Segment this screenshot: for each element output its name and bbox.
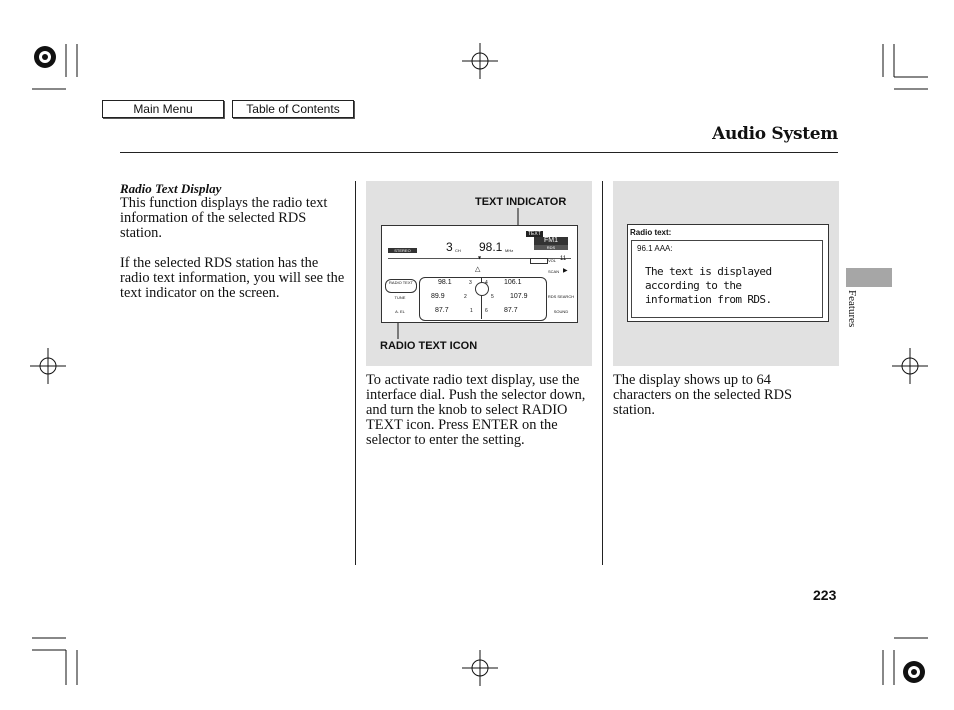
text-indicator-callout: TEXT INDICATOR: [475, 196, 567, 208]
band-indicator: FM1: [534, 237, 568, 245]
cursor-arrow-icon: ▼: [478, 255, 482, 260]
channel-label: CH: [455, 248, 461, 253]
section-tab-label: Features: [846, 290, 858, 328]
preset-2-num: 2: [464, 294, 467, 300]
preset-2-freq[interactable]: 89.9: [431, 293, 445, 300]
al-button[interactable]: A. EL: [395, 309, 405, 314]
preset-1-num: 1: [470, 308, 473, 314]
preset-3-freq[interactable]: 98.1: [438, 279, 452, 286]
preset-1-freq[interactable]: 87.7: [435, 307, 449, 314]
frequency-value: 98.1: [479, 240, 503, 254]
preset-5-freq[interactable]: 107.9: [510, 293, 528, 300]
rds-search-button[interactable]: RDS SEARCH: [547, 294, 575, 299]
figure2-caption: The display shows up to 64 characters on the selected RDS station.: [613, 372, 793, 418]
radio-text-line-2: according to the: [645, 279, 742, 292]
page-title: Audio System: [712, 124, 838, 144]
scan-label: SCAN: [548, 269, 560, 274]
section-heading: Radio Text Display: [120, 181, 222, 196]
radio-text-line-3: information from RDS.: [645, 293, 772, 306]
text-indicator-badge: TEXT: [528, 231, 541, 237]
radio-text-screen: [627, 224, 829, 322]
radio-text-message: [645, 265, 771, 307]
volume-bar: [530, 258, 548, 264]
preset-4-freq[interactable]: 106.1: [504, 279, 522, 286]
channel-number: 3: [446, 240, 453, 254]
radio-text-button[interactable]: RADIO TEXT: [385, 279, 417, 293]
table-of-contents-button[interactable]: Table of Contents: [232, 100, 354, 118]
preset-5-num: 5: [491, 294, 494, 300]
radio-text-icon-callout: RADIO TEXT ICON: [380, 340, 478, 352]
radio-text-label: Radio text:: [630, 228, 672, 237]
preset-6-num: 6: [485, 308, 488, 314]
page-number: 223: [813, 587, 837, 603]
radio-display: [381, 225, 578, 323]
scan-arrow-icon: ▶: [563, 267, 568, 274]
preset-4-num: 4: [485, 280, 488, 286]
station-name: 96.1 AAA:: [637, 244, 673, 253]
figure-audio-screen: [366, 181, 592, 366]
rds-indicator: RDS: [534, 245, 568, 250]
stereo-indicator: STEREO: [388, 248, 417, 253]
main-menu-button[interactable]: Main Menu: [102, 100, 224, 118]
column-divider-2: [602, 181, 603, 565]
frequency-unit: MHz: [505, 248, 514, 253]
sound-button[interactable]: SOUND: [553, 309, 569, 314]
column-divider-1: [355, 181, 356, 565]
tune-button[interactable]: TUNE: [394, 295, 406, 300]
volume-label: VOL: [548, 258, 557, 263]
figure-radio-text: [613, 181, 839, 366]
radio-text-line-1: The text is displayed: [645, 265, 772, 278]
section-paragraph-2: If the selected RDS station has the radio text information, you will see the text indicator on the screen.: [120, 255, 345, 301]
section-tab: [846, 268, 892, 287]
preset-6-freq[interactable]: 87.7: [504, 307, 518, 314]
left-column: [120, 181, 345, 301]
header-rule: [120, 152, 838, 153]
section-paragraph-1: This function displays the radio text information of the selected RDS station.: [120, 195, 328, 241]
volume-value: 11: [560, 256, 567, 262]
preset-3-num: 3: [469, 280, 472, 286]
up-arrow-icon: △: [475, 265, 481, 273]
radio-text-box: [631, 240, 823, 318]
figure1-caption: To activate radio text display, use the interface dial. Push the selector down, and turn the knob to select RADIO TEXT icon. Press ENTER on the selector to enter the setting.: [366, 372, 586, 448]
